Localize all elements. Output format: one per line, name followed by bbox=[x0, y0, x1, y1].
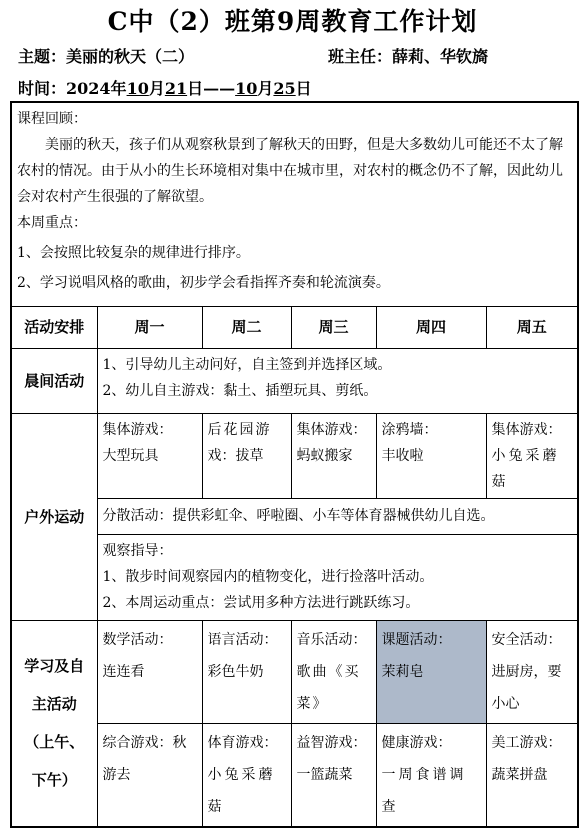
observe-title: 观察指导： bbox=[102, 542, 173, 559]
study-cell bbox=[486, 723, 578, 827]
outdoor-days-row bbox=[11, 413, 578, 498]
theme-value: 美丽的秋天（二） bbox=[66, 47, 195, 66]
focus-heading: 本周重点： bbox=[17, 215, 87, 231]
outdoor-body: 大型玩具 bbox=[102, 447, 159, 464]
outdoor-title: 后花园游 bbox=[207, 421, 272, 438]
morning-label: 晨间活动 bbox=[11, 348, 97, 413]
morning-row bbox=[11, 348, 578, 413]
study-label-line-4: 下午） bbox=[31, 771, 77, 789]
theme-line bbox=[18, 44, 194, 67]
study-body: 游去 bbox=[102, 766, 131, 783]
outdoor-cell bbox=[486, 413, 578, 498]
study-label-line-1: 学习及自 bbox=[24, 657, 85, 675]
time-month-char: 月 bbox=[148, 79, 165, 98]
time-label: 时间： bbox=[18, 79, 67, 98]
time-day-end: 25 bbox=[273, 79, 296, 98]
observe-line-1: 1、散步时间观察园内的植物变化，进行捡落叶活动。 bbox=[102, 568, 434, 585]
theme-label: 主题： bbox=[18, 47, 67, 66]
study-cell bbox=[202, 723, 291, 827]
study-cell bbox=[202, 620, 291, 723]
course-review bbox=[11, 102, 578, 306]
study-title: 体育游戏： bbox=[207, 734, 278, 751]
focus-item-1: 1、会按照比较复杂的规律进行排序。 bbox=[17, 245, 250, 261]
study-title: 数学活动： bbox=[102, 631, 173, 648]
time-month-end: 10 bbox=[235, 79, 258, 98]
morning-content bbox=[97, 348, 578, 413]
study-label bbox=[11, 620, 97, 827]
time-line bbox=[18, 76, 312, 99]
study-body: 一篮蔬菜 bbox=[296, 766, 353, 783]
outdoor-observe-row bbox=[11, 534, 578, 620]
study-cell bbox=[291, 620, 376, 723]
header-tuesday: 周二 bbox=[202, 306, 291, 348]
study-title: 美工游戏： bbox=[491, 734, 562, 751]
time-day-char: 日—— bbox=[187, 79, 236, 98]
outdoor-cell bbox=[376, 413, 486, 498]
study-cell bbox=[376, 723, 486, 827]
outdoor-cell bbox=[202, 413, 291, 498]
outdoor-title: 集体游戏： bbox=[491, 421, 562, 438]
study-row-2 bbox=[11, 723, 578, 827]
outdoor-body: 蚂蚁搬家 bbox=[296, 447, 353, 464]
morning-line-2: 2、幼儿自主游戏：黏土、插塑玩具、剪纸。 bbox=[102, 382, 378, 399]
header-activity: 活动安排 bbox=[11, 306, 97, 348]
teacher-line bbox=[328, 44, 488, 67]
study-cell bbox=[291, 723, 376, 827]
outdoor-body: 丰收啦 bbox=[381, 447, 424, 464]
study-title: 益智游戏： bbox=[296, 734, 367, 751]
study-body: 蔬菜拼盘 bbox=[491, 766, 548, 783]
outdoor-body: 小兔采蘑菇 bbox=[491, 447, 560, 490]
review-heading: 课程回顾： bbox=[17, 111, 87, 127]
plan-table bbox=[10, 101, 579, 828]
study-title: 健康游戏： bbox=[381, 734, 452, 751]
study-title: 语言活动： bbox=[207, 631, 278, 648]
outdoor-title: 集体游戏： bbox=[102, 421, 173, 438]
table-header-row bbox=[11, 306, 578, 348]
teacher-label: 班主任： bbox=[328, 47, 393, 66]
study-label-line-2: 主活动 bbox=[31, 695, 77, 713]
review-paragraph: 美丽的秋天，孩子们从观察秋景到了解秋天的田野，但是大多数幼儿可能还不太了解农村的情况。由于从小的生长环境相对集中在城市里，对农村的概念仍不了解，因此幼儿会对农村产生很强的了解欲望。 bbox=[17, 137, 563, 205]
study-row-1 bbox=[11, 620, 578, 723]
study-body: 进厨房，要小心 bbox=[491, 663, 562, 712]
study-body: 歌曲《买菜》 bbox=[296, 663, 361, 712]
time-year: 2024年 bbox=[66, 79, 127, 98]
outdoor-label: 户外运动 bbox=[11, 413, 97, 620]
study-body: 一周食谱调查 bbox=[381, 766, 467, 815]
outdoor-title: 涂鸦墙： bbox=[381, 421, 438, 438]
morning-line-1: 1、引导幼儿主动问好，自主签到并选择区域。 bbox=[102, 356, 392, 373]
study-title: 安全活动： bbox=[491, 631, 562, 648]
header-thursday: 周四 bbox=[376, 306, 486, 348]
study-title: 综合游戏：秋 bbox=[102, 734, 187, 751]
study-label-line-3: （上午、 bbox=[24, 733, 85, 751]
study-body: 茉莉皂 bbox=[381, 663, 424, 680]
outdoor-scatter-row bbox=[11, 498, 578, 534]
outdoor-observe bbox=[97, 534, 578, 620]
outdoor-body: 戏：拔草 bbox=[207, 447, 264, 464]
study-cell bbox=[97, 620, 202, 723]
time-month-char-2: 月 bbox=[257, 79, 274, 98]
study-body: 连连看 bbox=[102, 663, 145, 680]
observe-line-2: 2、本周运动重点：尝试用多种方法进行跳跃练习。 bbox=[102, 594, 420, 611]
header-wednesday: 周三 bbox=[291, 306, 376, 348]
study-body: 彩色牛奶 bbox=[207, 663, 264, 680]
study-cell bbox=[486, 620, 578, 723]
header-monday: 周一 bbox=[97, 306, 202, 348]
outdoor-title: 集体游戏： bbox=[296, 421, 367, 438]
teacher-value: 薛莉、华钦旖 bbox=[392, 47, 489, 66]
page-title: C中（2）班第9周教育工作计划 bbox=[107, 7, 478, 36]
study-cell-highlighted bbox=[376, 620, 486, 723]
outdoor-cell bbox=[97, 413, 202, 498]
time-month-start: 10 bbox=[126, 79, 149, 98]
study-title: 课题活动： bbox=[381, 631, 452, 648]
time-day-start: 21 bbox=[164, 79, 188, 98]
outdoor-cell bbox=[291, 413, 376, 498]
time-day-char-2: 日 bbox=[295, 79, 312, 98]
study-cell bbox=[97, 723, 202, 827]
study-body: 小兔采蘑菇 bbox=[207, 766, 276, 815]
header-friday: 周五 bbox=[486, 306, 578, 348]
focus-item-2: 2、学习说唱风格的歌曲，初步学会看指挥齐奏和轮流演奏。 bbox=[17, 275, 390, 291]
study-title: 音乐活动： bbox=[296, 631, 367, 648]
outdoor-scatter: 分散活动：提供彩虹伞、呼啦圈、小车等体育器械供幼儿自选。 bbox=[97, 498, 578, 534]
